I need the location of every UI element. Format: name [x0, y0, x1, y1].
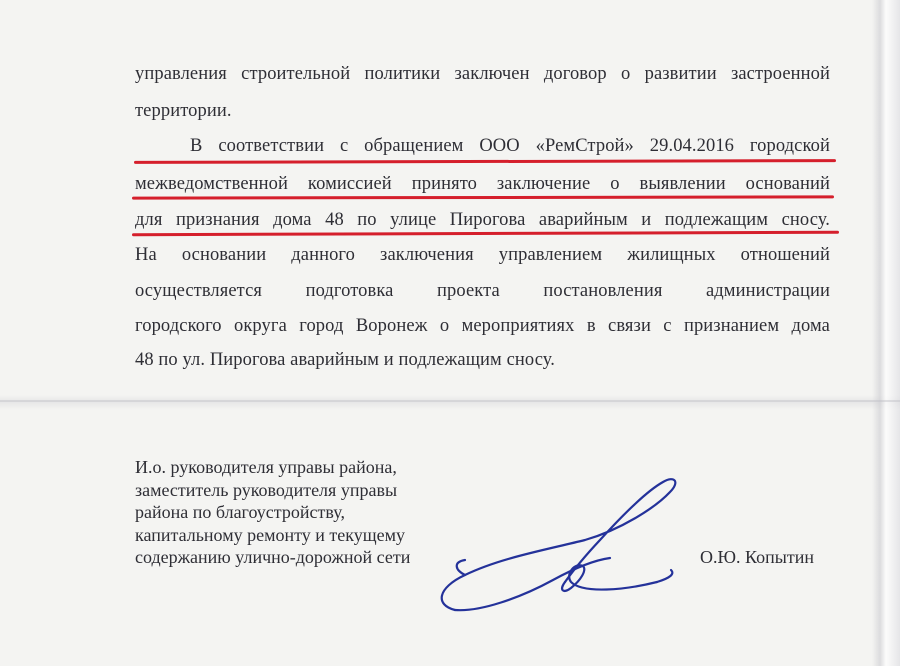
red-underline-1: [134, 159, 836, 164]
body-line-8: городского округа город Воронеж о мероприятиях в связи с признанием дома: [135, 316, 830, 336]
body-line-7: осуществляется подготовка проекта постановления администрации: [135, 281, 830, 301]
position-line-2: заместитель руководителя управы: [135, 479, 398, 500]
paper-fold: [0, 400, 900, 402]
handwritten-signature: [425, 470, 710, 620]
body-line-2: территории.: [135, 101, 232, 121]
position-line-3: района по благоустройству,: [135, 502, 345, 522]
body-line-5: для признания дома 48 по улице Пирогова аварийным и подлежащим сносу.: [135, 210, 830, 230]
position-line-5: содержанию улично-дорожной сети: [135, 547, 411, 567]
body-line-6: На основании данного заключения управлением жилищных отношений: [135, 245, 830, 265]
position-line-4: капитальному ремонту и текущему: [135, 524, 405, 545]
signer-name: О.Ю. Копытин: [700, 547, 814, 567]
body-line-4: межведомственной комиссией принято заключение о выявлении оснований: [135, 174, 830, 194]
body-line-1: управления строительной политики заключен договор о развитии застроенной: [135, 64, 830, 84]
body-line-3: В соответствии с обращением ООО «РемСтрой» 29.04.2016 городской: [190, 136, 830, 156]
red-underline-3: [132, 231, 839, 236]
signer-position: [135, 456, 410, 569]
red-underline-2: [132, 195, 834, 199]
body-line-9: 48 по ул. Пирогова аварийным и подлежащим сносу.: [135, 350, 555, 370]
position-line-1: И.о. руководителя управы района,: [135, 457, 397, 477]
